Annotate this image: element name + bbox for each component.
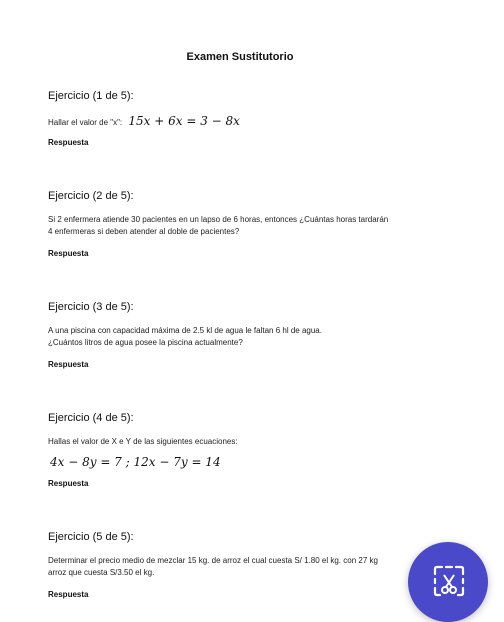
exercise-1-question <box>48 115 448 129</box>
screenshot-fab-button[interactable] <box>408 542 488 622</box>
exercise-2-answer-label: Respuesta <box>48 249 89 258</box>
exercise-4-equations: 4x − 8y = 7 ; 12x − 7y = 14 <box>50 455 221 469</box>
exercise-2-line-2: 4 enfermeras si deben atender al doble de pacientes? <box>48 227 240 236</box>
exercise-3-question <box>48 325 448 349</box>
exercise-1-heading: Ejercicio (1 de 5): <box>48 90 134 102</box>
screenshot-cut-icon <box>432 564 466 598</box>
exercise-1-equation: 15x + 6x = 3 − 8x <box>128 114 240 128</box>
exercise-1-text: Hallar el valor de "x": <box>48 118 123 127</box>
exercise-3-line-1: A una piscina con capacidad máxima de 2.5 kl de agua le faltan 6 hl de agua. <box>48 326 322 335</box>
exercise-3-answer-label: Respuesta <box>48 360 89 369</box>
page-title: Examen Sustitutorio <box>186 51 294 63</box>
exercise-2-question <box>48 214 468 238</box>
exercise-3-line-2: ¿Cuántos litros de agua posee la piscina actualmente? <box>48 338 243 347</box>
exercise-5-line-1: Determinar el precio medio de mezclar 15 kg. de arroz el cual cuesta S/ 1.80 el kg. con 27 kg <box>48 556 378 565</box>
exercise-5-heading: Ejercicio (5 de 5): <box>48 531 134 543</box>
exercise-3-heading: Ejercicio (3 de 5): <box>48 301 134 313</box>
exercise-4-text: Hallas el valor de X e Y de las siguientes ecuaciones: <box>48 437 238 446</box>
exercise-2-heading: Ejercicio (2 de 5): <box>48 190 134 202</box>
exercise-2-line-1: Si 2 enfermera atiende 30 pacientes en un lapso de 6 horas, entonces ¿Cuántas horas tardarán <box>48 215 389 224</box>
exercise-1-answer-label: Respuesta <box>48 138 89 147</box>
exercise-5-question <box>48 555 468 579</box>
exercise-5-line-2: arroz que cuesta S/3.50 el kg. <box>48 568 155 577</box>
exercise-5-answer-label: Respuesta <box>48 590 89 599</box>
exercise-4-answer-label: Respuesta <box>48 479 89 488</box>
exercise-4-heading: Ejercicio (4 de 5): <box>48 412 134 424</box>
